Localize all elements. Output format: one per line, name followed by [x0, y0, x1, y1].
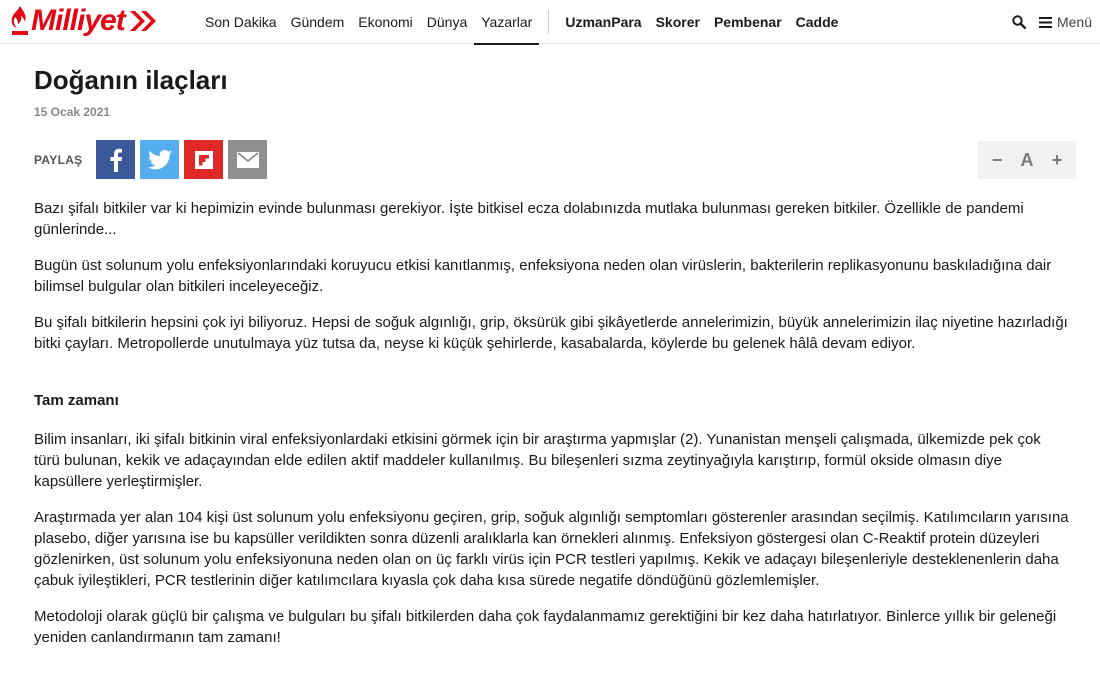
menu-button[interactable] — [1039, 14, 1092, 30]
facebook-icon — [109, 148, 123, 172]
twitter-icon — [148, 150, 172, 170]
search-icon — [1012, 15, 1026, 29]
paragraph: Bu şifalı bitkilerin hepsini çok iyi biliyoruz. Hepsi de soğuk algınlığı, grip, öksürük gibi şikâyetlerde annelerimizin, büyük annelerimizin ilaç niyetine hazırladığı bitki çayları. Metropollerde unutulmaya yüz tutsa da, neyse ki küçük şehirlerde, kasabalarda, köylerde bu gelenek hâlâ devam ediyor. — [34, 314, 1068, 352]
nav-dunya[interactable]: Dünya — [426, 14, 468, 30]
nav-son-dakika[interactable]: Son Dakika — [205, 14, 277, 30]
share-label: PAYLAŞ — [34, 153, 83, 167]
nav-skorer[interactable]: Skorer — [655, 14, 700, 30]
paragraph: Bugün üst solunum yolu enfeksiyonlarındaki koruyucu etkisi kanıtlanmış, enfeksiyona neden olan virüslerin, bakterilerin replikasyonunu baskıladığına dair bilimsel bulgular olan bitkileri inceleyeceğiz. — [34, 257, 1052, 295]
nav-pembenar[interactable]: Pembenar — [713, 14, 782, 30]
share-twitter-button[interactable] — [140, 140, 179, 179]
milliyet-logo[interactable] — [10, 3, 158, 39]
paragraph: Metodoloji olarak güçlü bir çalışma ve bulguları bu şifalı bitkilerden daha çok faydalanmamız gerektiğini bir kez daha hatırlatıyor. Binlerce yıllık bir geleneği yeniden canlandırmanın tam zamanı! — [34, 608, 1057, 646]
nav-uzmanpara[interactable]: UzmanPara — [565, 14, 642, 30]
increase-font-button[interactable]: + — [1051, 149, 1063, 170]
font-label: A — [1020, 149, 1034, 170]
logo-wordmark: Milliyet — [31, 4, 125, 37]
chevrons-icon — [128, 9, 158, 33]
nav-yazarlar[interactable]: Yazarlar — [474, 0, 539, 44]
article-body — [34, 198, 1070, 663]
paragraph: Araştırmada yer alan 104 kişi üst solunum yolu enfeksiyonu geçiren, grip, soğuk algınlığı semptomları gösterenler arasından seçilmiş. Katılımcıların yarısına plasebo, diğer yarısına ise bu kapsüller verildikten sonra düzenli aralıklarla kan örnekleri alınmış. Enfeksiyon göstergesi olan C-Reaktif protein düzeyleri gözlenirken, üst solunum yolu enfeksiyonuna neden olan on üç farklı virüs için PCR testleri yapılmış. Kekik ve adaçayı bileşenleriyle desteklenenlerin daha çabuk iyileştikleri, PCR testlerinin diğer katılımcılara kıyasla çok daha kısa sürede negatife döndüğünü gözlemlemişler. — [34, 509, 1069, 589]
flame-icon — [10, 4, 30, 38]
share-facebook-button[interactable] — [96, 140, 135, 179]
main-nav — [198, 0, 845, 44]
article-date: 15 Ocak 2021 — [34, 105, 111, 119]
paragraph: Bilim insanları, iki şifalı bitkinin viral enfeksiyonlardaki etkisini görmek için bir araştırma yapmışlar (2). Yunanistan menşeli çalışmada, ülkemizde pek çok türü bulunan, kekik ve adaçayından elde edilen aktif maddeler kullanılmış. Bu bileşenleri sızma zeytinyağıyla karıştırıp, formül okside olmasın diye kapsüllere yerleştirmişler. — [34, 431, 1041, 490]
share-email-button[interactable] — [228, 140, 267, 179]
section-heading: Tam zamanı — [34, 392, 119, 409]
header-actions — [1005, 0, 1092, 44]
menu-label: Menü — [1056, 14, 1092, 30]
hamburger-icon — [1039, 17, 1052, 28]
flipboard-icon — [195, 151, 213, 169]
font-size-controls — [978, 141, 1076, 179]
paragraph: Bazı şifalı bitkiler var ki hepimizin evinde bulunması gerekiyor. İşte bitkisel ecza dolabınızda mutlaka bulunması gereken bitkiler. Özellikle de pandemi günlerinde... — [34, 200, 1024, 238]
nav-divider — [548, 10, 549, 34]
share-flipboard-button[interactable] — [184, 140, 223, 179]
nav-ekonomi[interactable]: Ekonomi — [358, 14, 413, 30]
site-header — [0, 0, 1100, 44]
nav-cadde[interactable]: Cadde — [795, 14, 839, 30]
nav-gundem[interactable]: Gündem — [290, 14, 345, 30]
article-title: Doğanın ilaçları — [34, 65, 228, 95]
decrease-font-button[interactable]: − — [991, 149, 1003, 170]
mail-icon — [237, 152, 259, 168]
share-bar — [34, 140, 1076, 180]
search-button[interactable] — [1005, 8, 1033, 36]
